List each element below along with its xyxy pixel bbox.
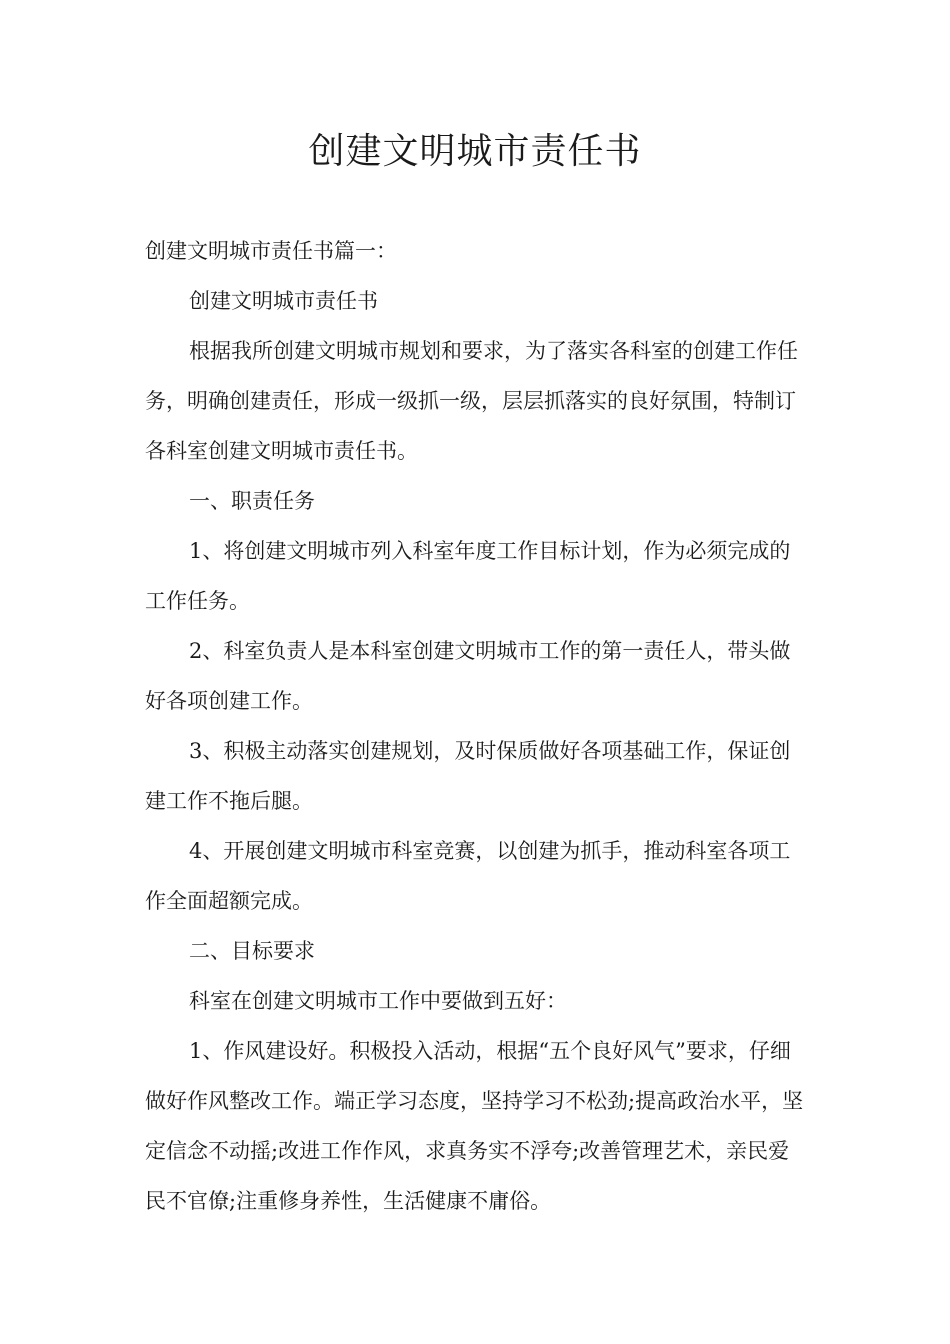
paragraph-duty-4: 4、开展创建文明城市科室竞赛，以创建为抓手，推动科室各项工作全面超额完成。	[145, 839, 791, 913]
paragraph-goal-1: 1、作风建设好。积极投入活动，根据“五个良好风气”要求，仔细做好作风整改工作。端正学习态度，坚持学习不松劲;提高政治水平，坚定信念不动摇;改进工作作风，求真务实不浮夸;改善管理艺术，亲民爱民不官僚;注重修身养性，生活健康不庸俗。	[145, 1039, 804, 1213]
paragraph-duty-3: 3、积极主动落实创建规划，及时保质做好各项基础工作，保证创建工作不拖后腿。	[145, 739, 791, 813]
document-title: 创建文明城市责任书	[308, 131, 642, 172]
document-body	[145, 226, 809, 1226]
paragraph-intro: 根据我所创建文明城市规划和要求，为了落实各科室的创建工作任务，明确创建责任，形成一级抓一级，层层抓落实的良好氛围，特制订各科室创建文明城市责任书。	[145, 339, 798, 463]
heading-goals: 二、目标要求	[189, 939, 315, 963]
paragraph-goals-intro: 科室在创建文明城市工作中要做到五好：	[189, 989, 567, 1013]
subtitle: 创建文明城市责任书	[189, 289, 378, 313]
paragraph-duty-1: 1、将创建文明城市列入科室年度工作目标计划，作为必须完成的工作任务。	[145, 539, 791, 613]
paragraph-duty-2: 2、科室负责人是本科室创建文明城市工作的第一责任人，带头做好各项创建工作。	[145, 639, 791, 713]
heading-duties: 一、职责任务	[189, 489, 315, 513]
section-heading: 创建文明城市责任书篇一：	[145, 239, 397, 263]
